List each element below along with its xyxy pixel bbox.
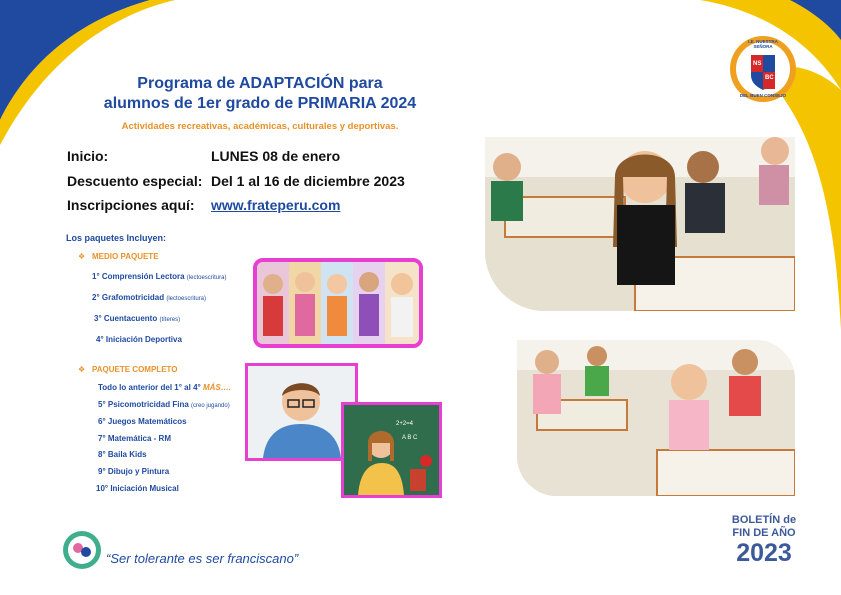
completo-item-5: 5° Psicomotricidad Fina (creo jugando) xyxy=(98,400,230,409)
medio-item-4: 4° Iniciación Deportiva xyxy=(96,335,182,344)
medio-item-2: 2° Grafomotricidad (lectoescritura) xyxy=(92,293,207,302)
paquete-completo-title: PAQUETE COMPLETO xyxy=(92,365,178,374)
medio-item-1: 1° Comprensión Lectora (lectoescritura) xyxy=(92,272,227,281)
page-title-line2: alumnos de 1er grado de PRIMARIA 2024 xyxy=(103,95,417,112)
footer-motto: “Ser tolerante es ser franciscano” xyxy=(106,551,299,566)
inicio-label: Inicio: xyxy=(67,148,109,164)
completo-item-7: 7° Matemática - RM xyxy=(98,434,171,443)
descuento-value: Del 1 al 16 de diciembre 2023 xyxy=(211,173,405,189)
medio-item-3: 3° Cuentacuento (títeres) xyxy=(94,314,181,323)
boletin-year: 2023 xyxy=(736,539,792,567)
diamond-icon: ❖ xyxy=(78,252,86,261)
school-logo xyxy=(729,35,797,103)
completo-item-10: 10° Iniciación Musical xyxy=(96,484,179,493)
boletin-badge xyxy=(724,514,804,566)
boletin-line1: BOLETÍN de xyxy=(731,514,797,526)
logo-text-top: I.E. NUESTRA SEÑORA xyxy=(748,39,778,49)
descuento-label: Descuento especial: xyxy=(67,173,203,189)
classroom-photo-top xyxy=(485,137,795,311)
logo-text-bottom: DEL BUEN CONSEJO xyxy=(739,93,787,98)
svg-text:2+2=4: 2+2=4 xyxy=(396,421,414,427)
girl-chalkboard-photo xyxy=(341,402,442,498)
inscripciones-link[interactable]: www.frateperu.com xyxy=(211,197,341,213)
packages-heading: Los paquetes Incluyen: xyxy=(66,233,167,243)
diamond-icon: ❖ xyxy=(78,365,86,374)
completo-item-6: 6° Juegos Matemáticos xyxy=(98,417,187,426)
inscripciones-label: Inscripciones aquí: xyxy=(67,197,195,213)
logo-letters-left: NS xyxy=(753,61,762,67)
logo-letters-right: BC xyxy=(765,75,774,81)
kids-collage-photo xyxy=(253,258,423,348)
medio-paquete-title: MEDIO PAQUETE xyxy=(92,252,159,261)
classroom-photo-bottom xyxy=(517,340,795,496)
svg-text:A B C: A B C xyxy=(402,435,418,441)
page-subtitle: Actividades recreativas, académicas, culturales y deportivas. xyxy=(121,121,399,132)
completo-intro: Todo lo anterior del 1° al 4° MÁS…. xyxy=(98,383,231,392)
completo-item-8: 8° Baila Kids xyxy=(98,450,147,459)
inicio-value: LUNES 08 de enero xyxy=(211,148,341,164)
boletin-line2: FIN DE AÑO xyxy=(732,527,796,539)
page-title-line1: Programa de ADAPTACIÓN para xyxy=(137,75,383,92)
completo-item-9: 9° Dibujo y Pintura xyxy=(98,467,170,476)
franciscan-logo xyxy=(62,530,102,570)
